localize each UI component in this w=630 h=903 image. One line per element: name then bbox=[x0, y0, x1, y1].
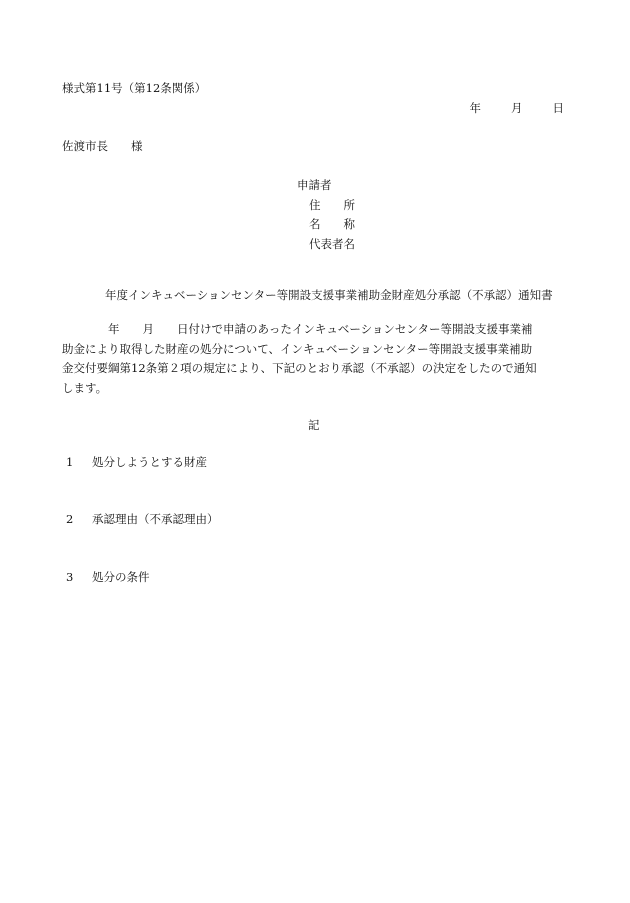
form-number: 様式第11号（第12条関係） bbox=[62, 81, 207, 95]
date-month: 月 bbox=[511, 101, 523, 115]
body-line: します。 bbox=[62, 380, 108, 395]
document-title: 年度インキュベーションセンター等開設支援事業補助金財産処分承認（不承認）通知書 bbox=[105, 288, 553, 302]
list-item bbox=[62, 511, 219, 527]
ki-heading: 記 bbox=[308, 418, 320, 432]
date-day: 日 bbox=[552, 101, 564, 115]
body-line: 金交付要綱第12条第２項の規定により、下記のとおり承認（不承認）の決定をしたので通知 bbox=[62, 361, 537, 375]
applicant-representative-label: 代表者名 bbox=[309, 236, 355, 251]
item-text: 承認理由（不承認理由） bbox=[92, 512, 219, 526]
applicant-name-label: 名 称 bbox=[309, 217, 355, 231]
body-line: 助金により取得した財産の処分について、インキュベーションセンター等開設支援事業補助 bbox=[62, 341, 533, 356]
applicant-address-label: 住 所 bbox=[309, 197, 355, 212]
item-number: 2 bbox=[66, 512, 74, 526]
applicant-label: 申請者 bbox=[297, 178, 332, 192]
body-paragraph bbox=[62, 320, 570, 398]
item-number: 3 bbox=[66, 570, 74, 584]
date-line bbox=[470, 100, 565, 116]
list-item bbox=[62, 454, 207, 470]
item-text: 処分の条件 bbox=[92, 570, 150, 584]
addressee: 佐渡市長 様 bbox=[62, 139, 143, 153]
body-line: 年 月 日付けで申請のあったインキュベーションセンター等開設支援事業補 bbox=[62, 322, 533, 336]
list-item bbox=[62, 569, 150, 585]
item-number: 1 bbox=[66, 455, 74, 469]
date-year: 年 bbox=[469, 101, 481, 115]
item-text: 処分しようとする財産 bbox=[92, 455, 207, 469]
applicant-block bbox=[297, 176, 355, 254]
